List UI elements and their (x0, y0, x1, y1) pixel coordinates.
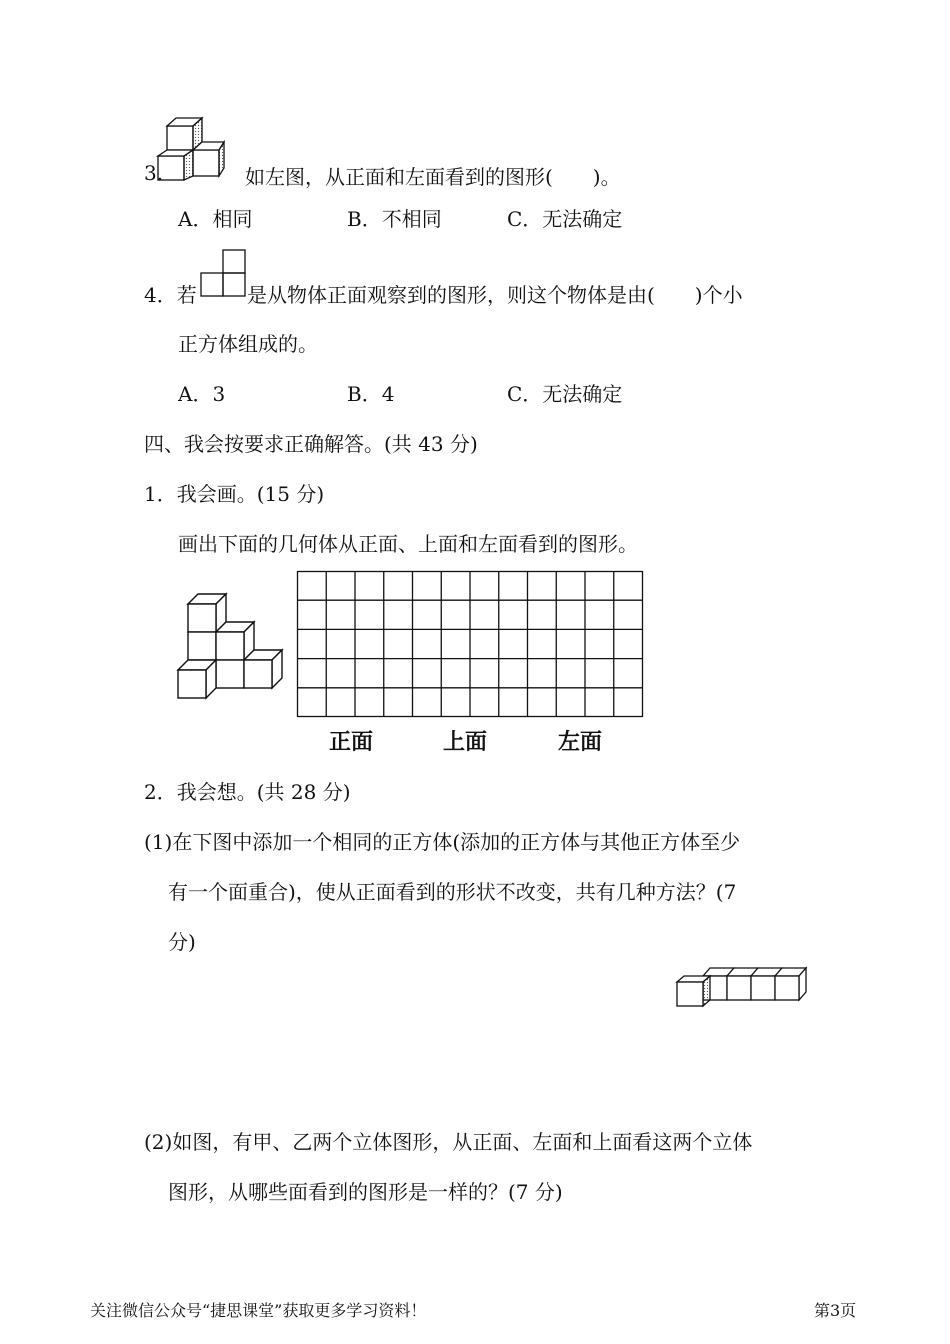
q4-number: 4．若 (144, 283, 197, 307)
q3-number: 3. (144, 161, 164, 185)
p1-answer-grid (297, 571, 644, 718)
problem-2-title: 2．我会想。(共 28 分) (144, 780, 351, 804)
q4-stem-line1: 是从物体正面观察到的图形，则这个物体是由( )个小 (247, 283, 743, 307)
q3-stem: 如左图，从正面和左面看到的图形( )。 (245, 165, 621, 189)
p2-sub2-line2: 图形，从哪些面看到的图形是一样的？(7 分) (168, 1180, 563, 1204)
q4-stem-line2: 正方体组成的。 (178, 332, 318, 356)
q3-option-b: B．不相同 (347, 207, 442, 231)
q4-front-view-figure (200, 249, 246, 297)
q4-option-a: A．3 (178, 382, 226, 406)
q3-option-a: A．相同 (178, 207, 253, 231)
grid-label-top: 上面 (443, 730, 488, 755)
q4-option-b: B．4 (347, 382, 395, 406)
p2-sub1-line1: (1)在下图中添加一个相同的正方体(添加的正方体与其他正方体至少 (144, 830, 741, 854)
p2-sub2-line1: (2)如图，有甲、乙两个立体图形，从正面、左面和上面看这两个立体 (144, 1130, 753, 1154)
footer-promo-text: 关注微信公众号“捷思课堂”获取更多学习资料！ (90, 1301, 427, 1320)
p2-cube-row-figure (676, 966, 808, 1008)
p1-solid-figure (176, 592, 284, 702)
q3-option-c: C．无法确定 (507, 207, 623, 231)
section-4-title: 四、我会按要求正确解答。(共 43 分) (144, 432, 478, 456)
p2-sub1-line3: 分) (168, 930, 196, 954)
problem-1-instruction: 画出下面的几何体从正面、上面和左面看到的图形。 (178, 532, 638, 556)
q4-option-c: C．无法确定 (507, 382, 623, 406)
grid-label-left: 左面 (558, 730, 603, 755)
grid-label-front: 正面 (329, 730, 374, 755)
p2-sub1-line2: 有一个面重合)，使从正面看到的形状不改变，共有几种方法？(7 (168, 880, 737, 904)
q3-cube-figure (158, 118, 224, 180)
problem-1-title: 1．我会画。(15 分) (144, 482, 325, 506)
page-number: 第3页 (814, 1301, 857, 1320)
